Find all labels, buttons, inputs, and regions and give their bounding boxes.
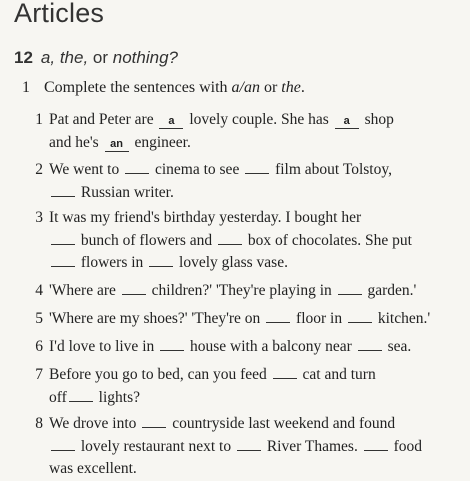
- answer-blank[interactable]: [218, 231, 242, 245]
- text: floor in: [296, 310, 343, 327]
- answer-blank[interactable]: [273, 365, 297, 379]
- text: off: [49, 388, 67, 406]
- text: kitchen.': [377, 310, 431, 327]
- answer-blank[interactable]: [51, 231, 75, 245]
- text: engineer.: [134, 133, 191, 151]
- answer-blank[interactable]: [69, 388, 93, 402]
- question-number: 8: [35, 415, 43, 432]
- text: It was my friend's birthday yesterday. I bought her: [49, 209, 362, 226]
- question-number: 5: [35, 310, 43, 327]
- answer-blank[interactable]: [245, 160, 269, 174]
- question-4: [35, 280, 464, 303]
- text: 'Where are my shoes?' 'They're on: [49, 310, 261, 327]
- task-instruction: [22, 79, 305, 97]
- answer-blank[interactable]: [51, 437, 75, 451]
- question-number: 4: [35, 282, 43, 299]
- text: bunch of flowers and: [80, 231, 213, 249]
- text: I'd love to live in: [49, 338, 155, 355]
- exercise-number: 12: [14, 48, 33, 67]
- text: children?' 'They're playing in: [151, 282, 332, 299]
- text: was excellent.: [49, 460, 137, 477]
- text: film about Tolstoy,: [275, 161, 392, 178]
- text: 'Where are: [49, 282, 116, 299]
- text: lovely restaurant next to: [80, 437, 232, 455]
- text: countryside last weekend and found: [172, 415, 396, 432]
- answer-blank[interactable]: [122, 281, 146, 295]
- text: Russian writer.: [80, 183, 174, 201]
- answer-blank[interactable]: [237, 437, 261, 451]
- question-number: 3: [35, 209, 43, 226]
- question-2: [35, 159, 464, 204]
- text: River Thames.: [266, 437, 358, 455]
- question-number: 2: [35, 161, 43, 178]
- text: cat and turn: [302, 366, 376, 383]
- text: garden.': [367, 282, 417, 299]
- answer-blank[interactable]: [125, 160, 149, 174]
- exercise-heading: [14, 48, 178, 68]
- text: We went to: [49, 161, 120, 178]
- text: house with a balcony near: [190, 338, 352, 355]
- answer-blank[interactable]: [51, 253, 75, 267]
- text: and he's: [49, 133, 99, 151]
- text: flowers in: [80, 254, 144, 271]
- text: Pat and Peter are: [49, 111, 154, 128]
- text: shop: [364, 111, 394, 128]
- answer-blank[interactable]: [338, 281, 362, 295]
- answer-blank[interactable]: [142, 414, 166, 428]
- text: cinema to see: [154, 161, 240, 178]
- answer-blank[interactable]: an: [105, 138, 129, 152]
- answer-blank[interactable]: [358, 337, 382, 351]
- answer-blank[interactable]: [51, 183, 75, 197]
- exercise-title: a, the, or nothing?: [40, 48, 178, 67]
- answer-blank[interactable]: [160, 337, 184, 351]
- question-7: [35, 364, 464, 409]
- text: lovely glass vase.: [179, 254, 288, 271]
- task-number: 1: [22, 79, 30, 96]
- text: We drove into: [49, 415, 137, 432]
- question-6: [35, 336, 464, 359]
- text: Before you go to bed, can you feed: [49, 366, 267, 383]
- text: lights?: [98, 388, 141, 406]
- question-5: [35, 308, 464, 331]
- question-number: 7: [35, 366, 43, 383]
- answer-blank[interactable]: [266, 309, 290, 323]
- answer-blank[interactable]: [364, 437, 388, 451]
- answer-blank[interactable]: a: [335, 115, 359, 129]
- question-number: 1: [35, 111, 43, 128]
- text: sea.: [387, 338, 412, 355]
- question-3: [35, 207, 464, 275]
- answer-blank[interactable]: [149, 253, 173, 267]
- text: lovely couple. She has: [189, 111, 329, 128]
- text: box of chocolates. She put: [247, 231, 412, 249]
- question-number: 6: [35, 338, 43, 355]
- question-1: [35, 109, 464, 154]
- answer-blank[interactable]: a: [159, 115, 183, 129]
- task-text: Complete the sentences with a/an or the.: [44, 79, 305, 96]
- text: food: [393, 437, 422, 455]
- page-title: Articles: [14, 0, 105, 28]
- answer-blank[interactable]: [348, 309, 372, 323]
- question-8: [35, 413, 464, 481]
